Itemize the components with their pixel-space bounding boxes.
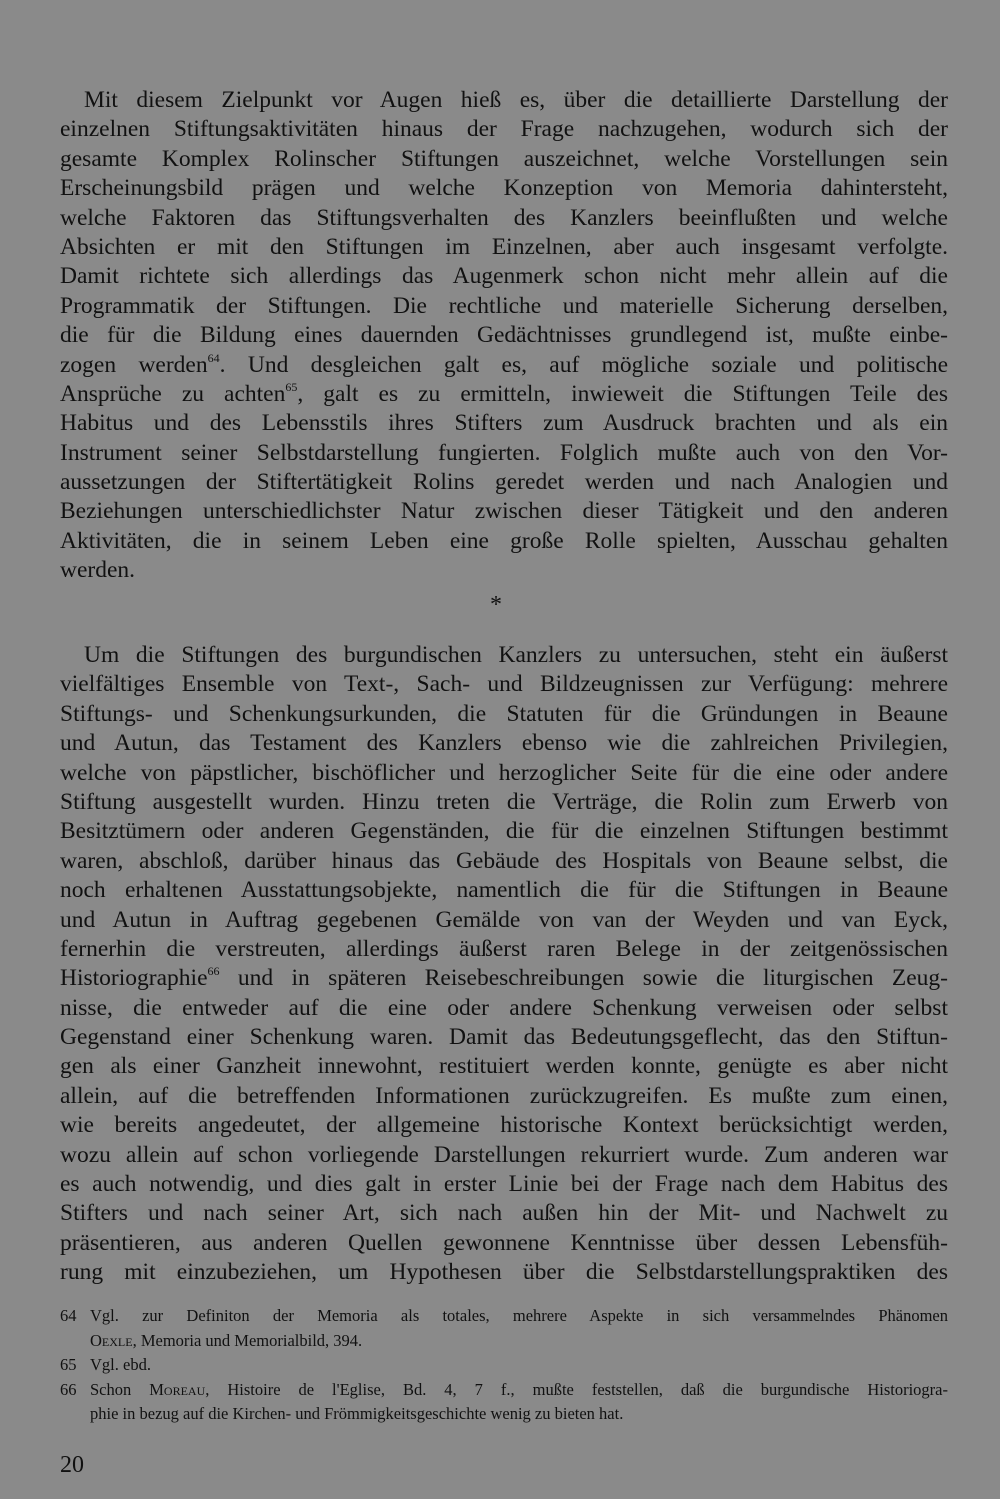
footnote-65: 65 Vgl. ebd. <box>60 1355 151 1374</box>
paragraph-2 <box>60 641 948 1288</box>
paragraph-2-line: gen als einer Ganzheit innewohnt, restituiert werden konnte, genügte es aber nicht <box>60 1053 948 1080</box>
paragraph-1-line: Aktivitäten, die in seinem Leben eine große Rolle spielten, Ausschau gehalten <box>60 527 948 554</box>
paragraph-2-line: und Autun, das Testament des Kanzlers ebenso wie die zahlreichen Privilegien, <box>60 730 948 757</box>
paragraph-1-line <box>60 351 948 380</box>
text-run: . Und desgleichen galt es, auf mögliche soziale und politische <box>219 351 948 378</box>
paragraph-2-line: Stiftung ausgestellt wurden. Hinzu treten die Verträge, die Rolin zum Erwerb von <box>60 788 948 815</box>
page-number: 20 <box>60 1452 84 1478</box>
paragraph-1-line: Habitus und des Lebensstils ihres Stifters zum Ausdruck brachten und als ein <box>60 410 948 437</box>
paragraph-1-line: Mit diesem Zielpunkt vor Augen hieß es, über die detaillierte Darstellung der <box>84 87 948 113</box>
paragraph-2-line: Stiftungs- und Schenkungsurkunden, die Statuten für die Gründungen in Beaune <box>60 700 948 727</box>
paragraph-2-line: und Autun in Auftrag gegebenen Gemälde von van der Weyden und van Eyck, <box>60 906 948 933</box>
paragraph-2-line <box>60 964 948 993</box>
paragraph-2-line: rung mit einzubeziehen, um Hypothesen über die Selbstdarstellungspraktiken des <box>60 1259 948 1286</box>
paragraph-1-line: Damit richtete sich allerdings das Augenmerk schon nicht mehr allein auf die <box>60 263 948 290</box>
paragraph-2-line: wie bereits angedeutet, der allgemeine historische Kontext berücksichtigt werden, <box>60 1112 948 1139</box>
section-separator: * <box>490 592 502 618</box>
footnote-66: 66 Schon Moreau, Histoire de l'Eglise, Bd. 4, 7 f., mußte feststellen, daß die burgundische Historiogra- <box>60 1379 948 1399</box>
footnote-marker: 65 <box>285 379 298 394</box>
paragraph-1-line: Beziehungen unterschiedlichster Natur zwischen dieser Tätigkeit und den anderen <box>60 498 948 525</box>
paragraph-1-line: Erscheinungsbild prägen und welche Konzeption von Memoria dahintersteht, <box>60 175 948 202</box>
paragraph-1-line: die für die Bildung eines dauernden Gedächtnisses grundlegend ist, mußte einbe- <box>60 322 948 349</box>
paragraph-1-line: Instrument seiner Selbstdarstellung fungierten. Folglich mußte auch von den Vor- <box>60 439 948 466</box>
paragraph-1-line: Programmatik der Stiftungen. Die rechtliche und materielle Sicherung derselben, <box>60 292 948 319</box>
footnote-marker: 64 <box>207 350 220 365</box>
paragraph-2-line: Stifters und nach seiner Art, sich nach außen hin der Mit- und Nachwelt zu <box>60 1200 948 1227</box>
paragraph-1-line: Absichten er mit den Stiftungen im Einzelnen, aber auch insgesamt verfolgte. <box>60 233 948 260</box>
text-run: Ansprüche zu achten <box>60 380 286 407</box>
paragraph-1-line: welche Faktoren das Stiftungsverhalten des Kanzlers beeinflußten und welche <box>60 204 948 231</box>
text-run: , galt es zu ermitteln, inwieweit die Stiftungen Teile des <box>297 380 948 407</box>
paragraph-1-line: einzelnen Stiftungsaktivitäten hinaus der Frage nachzugehen, wodurch sich der <box>60 116 948 143</box>
paragraph-1-line <box>60 380 948 409</box>
paragraph-2-line: Gegenstand einer Schenkung waren. Damit das Bedeutungsgeflecht, das den Stiftun- <box>60 1024 948 1051</box>
paragraph-2-line: welche von päpstlicher, bischöflicher und herzoglicher Seite für die eine oder andere <box>60 759 948 786</box>
footnote-64: 64 Vgl. zur Definiton der Memoria als totales, mehrere Aspekte in sich versammelndes Phänomen <box>60 1306 948 1325</box>
paragraph-1 <box>60 86 948 586</box>
text-run: zogen werden <box>60 351 208 378</box>
paragraph-1-line: gesamte Komplex Rolinscher Stiftungen auszeichnet, welche Vorstellungen sein <box>60 145 948 172</box>
footnote-64-cont: Oexle, Memoria und Memorialbild, 394. <box>90 1330 363 1350</box>
paragraph-1-line: werden. <box>60 557 136 584</box>
paragraph-2-line: Besitztümern oder anderen Gegenständen, die für die einzelnen Stiftungen bestimmt <box>60 818 948 845</box>
paragraph-2-line: Um die Stiftungen des burgundischen Kanzlers zu untersuchen, steht ein äußerst <box>84 642 948 668</box>
paragraph-2-line: präsentieren, aus anderen Quellen gewonnene Kenntnisse über dessen Lebensfüh- <box>60 1229 948 1256</box>
paragraph-2-line: wozu allein auf schon vorliegende Darstellungen rekurriert wurde. Zum anderen war <box>60 1141 948 1168</box>
paragraph-1-line: aussetzungen der Stiftertätigkeit Rolins geredet werden und nach Analogien und <box>60 469 948 496</box>
paragraph-2-line: vielfältiges Ensemble von Text-, Sach- und Bildzeugnissen zur Verfügung: mehrere <box>60 671 948 698</box>
paragraph-2-line: allein, auf die betreffenden Informationen zurückzugreifen. Es mußte zum einen, <box>60 1082 948 1109</box>
footnote-marker: 66 <box>207 964 220 979</box>
paragraph-2-line: waren, abschloß, darüber hinaus das Gebäude des Hospitals von Beaune selbst, die <box>60 847 948 874</box>
paragraph-2-line: es auch notwendig, und dies galt in erster Linie bei der Frage nach dem Habitus des <box>60 1171 948 1198</box>
footnotes <box>60 1304 948 1427</box>
text-run: Historiographie <box>60 965 208 992</box>
text-run: und in späteren Reisebeschreibungen sowie die liturgischen Zeug- <box>219 965 948 992</box>
footnote-66-cont: phie in bezug auf die Kirchen- und Frömmigkeitsgeschichte wenig zu bieten hat. <box>90 1404 624 1423</box>
paragraph-2-line: fernerhin die verstreuten, allerdings äußerst raren Belege in der zeitgenössischen <box>60 935 948 962</box>
paragraph-2-line: nisse, die entweder auf die eine oder andere Schenkung verweisen oder selbst <box>60 994 948 1021</box>
paragraph-2-line: noch erhaltenen Ausstattungsobjekte, namentlich die für die Stiftungen in Beaune <box>60 877 948 904</box>
